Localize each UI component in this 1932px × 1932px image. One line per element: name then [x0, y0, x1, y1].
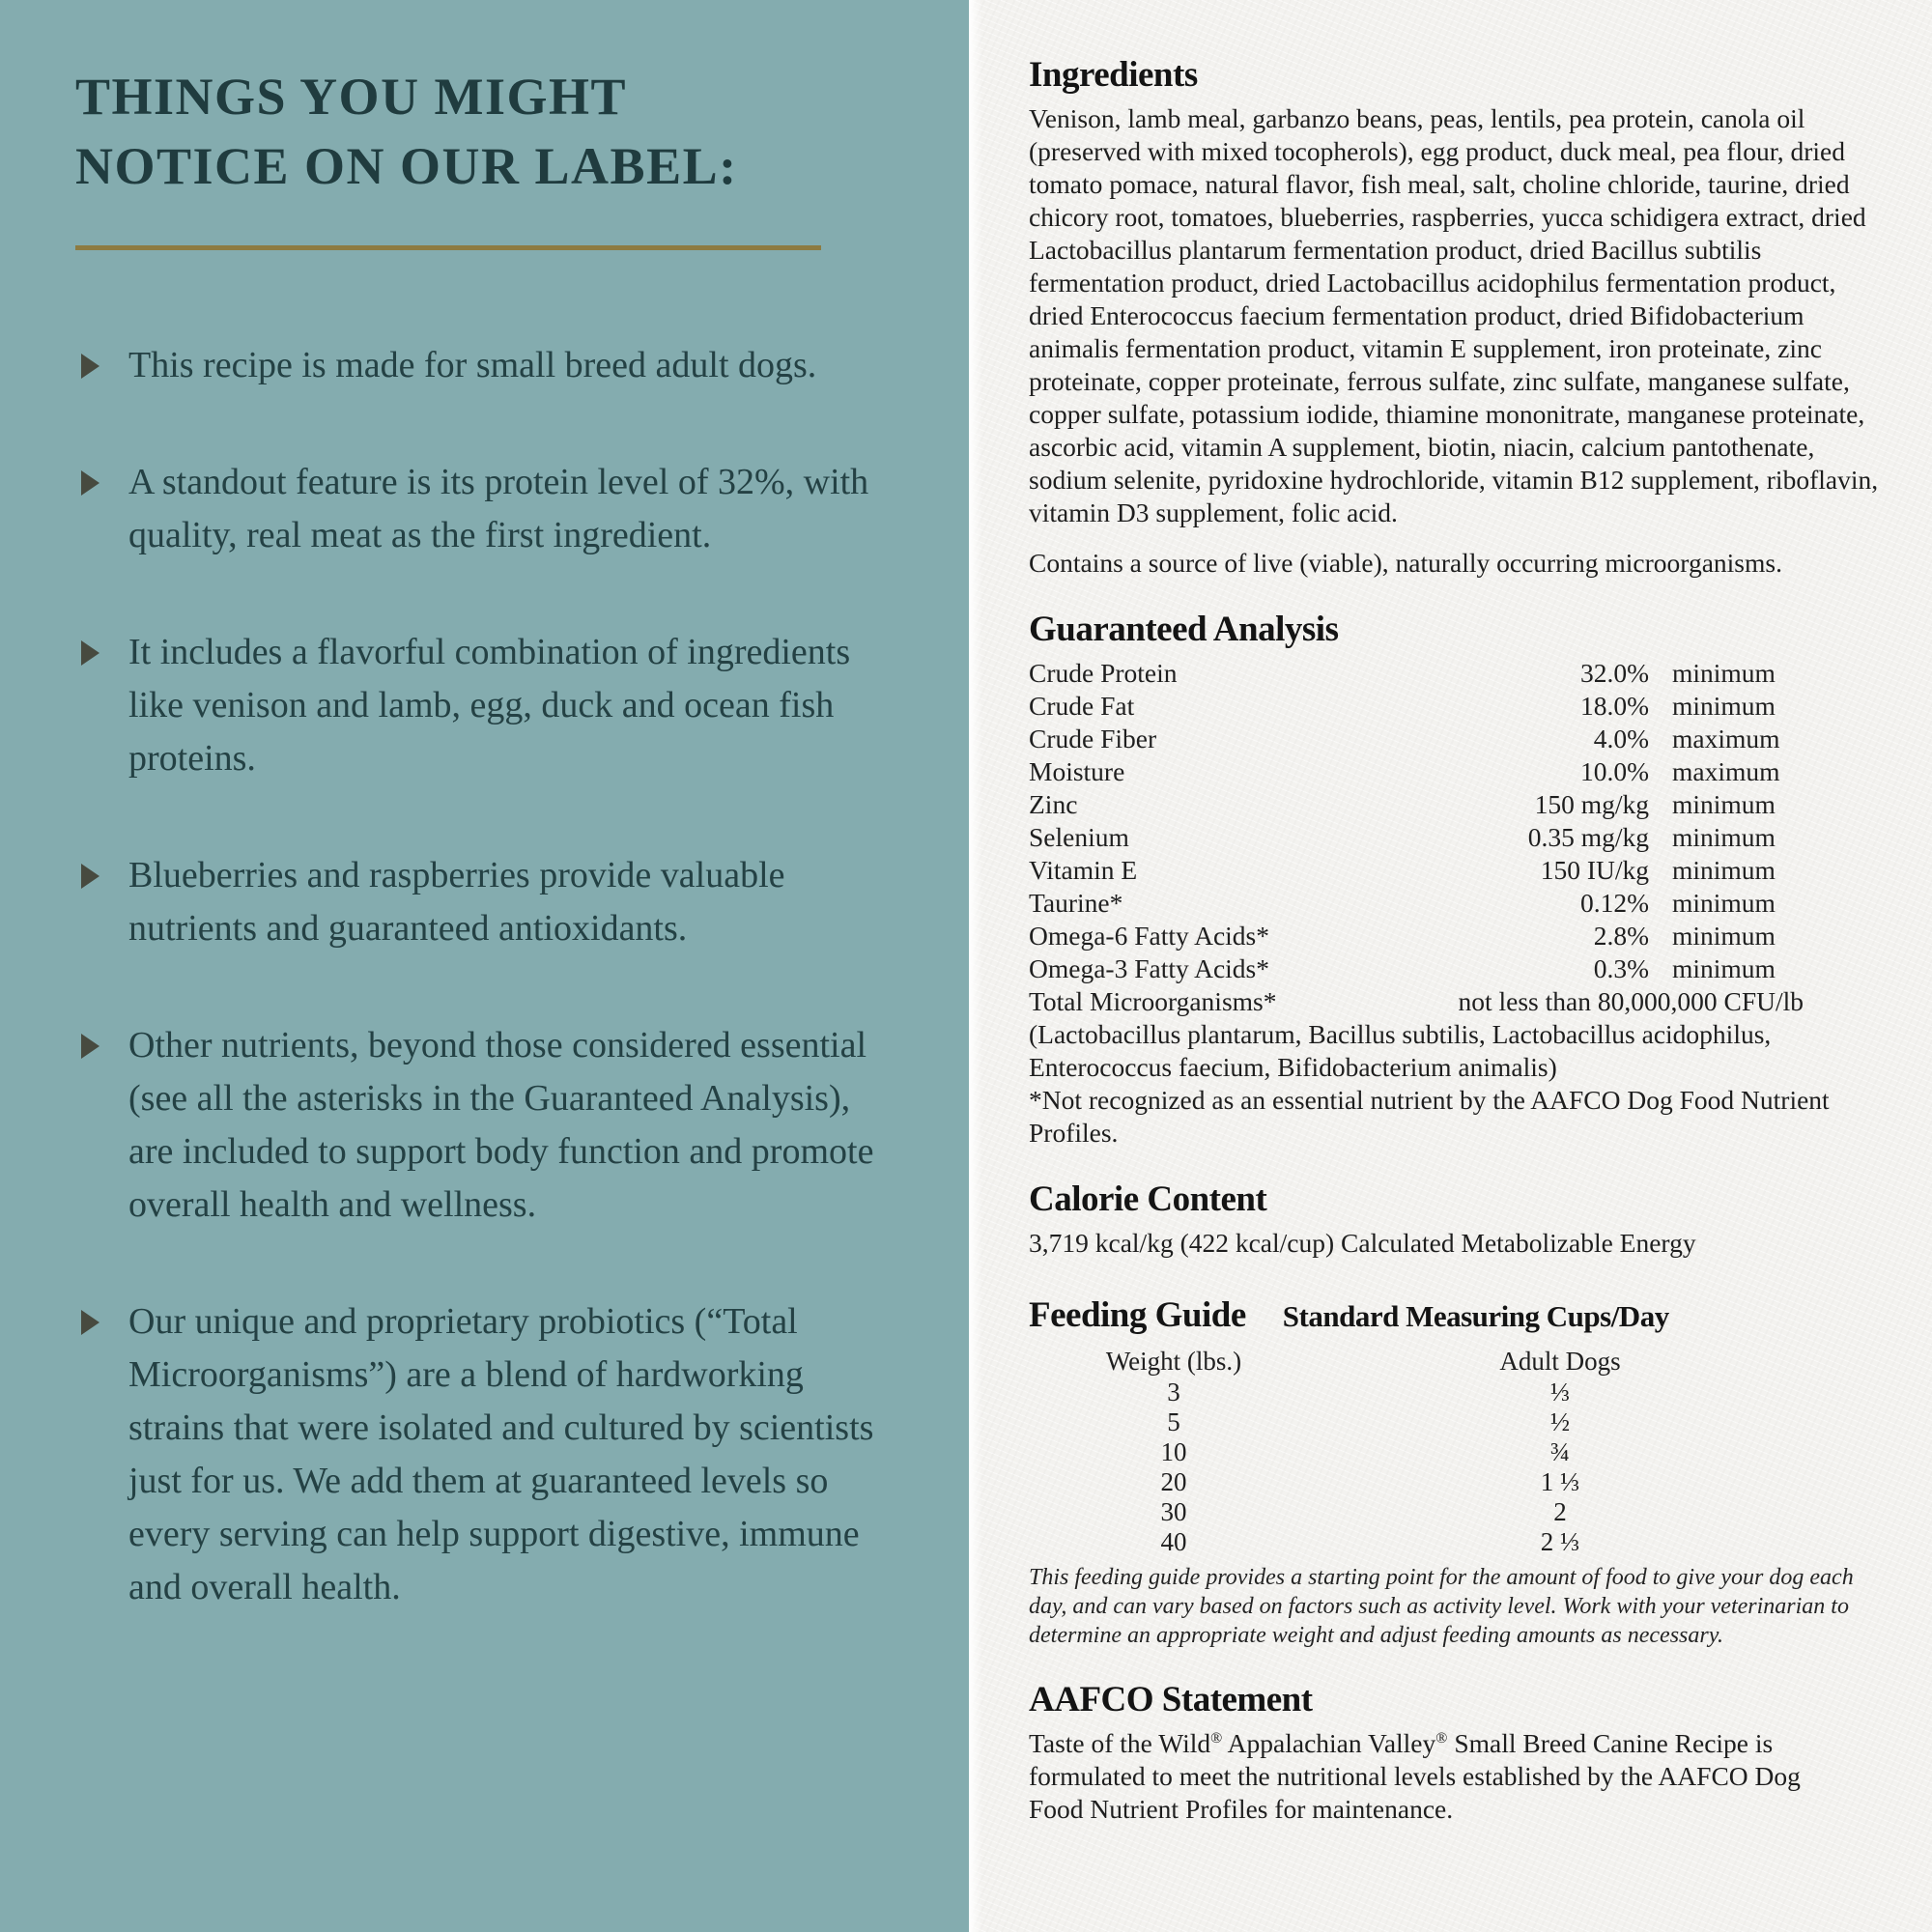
- feeding-weight: 20: [1160, 1467, 1187, 1496]
- feeding-cups: 2 ⅓: [1540, 1527, 1580, 1556]
- bullet-triangle-icon: [81, 864, 99, 889]
- calorie-body: 3,719 kcal/kg (422 kcal/cup) Calculated Metabolizable Energy: [1029, 1228, 1696, 1258]
- ga-name: Moisture: [1029, 756, 1125, 786]
- section-guaranteed-analysis: [1029, 609, 1884, 1150]
- ga-value: 4.0%: [1593, 724, 1649, 753]
- ga-qualifier: minimum: [1672, 855, 1776, 885]
- registered-trademark-symbol: ®: [1210, 1729, 1223, 1747]
- ga-name: Omega-3 Fatty Acids*: [1029, 953, 1269, 983]
- ga-name: Omega-6 Fatty Acids*: [1029, 921, 1269, 951]
- bullet-triangle-icon: [81, 1310, 99, 1335]
- feeding-guide-note: This feeding guide provides a starting point for the amount of food to give your dog each day, and can vary based on factors such as activity level. Work with your veterinarian to determine an appropriate weight and adjust feeding amounts as necessary.: [1029, 1565, 1854, 1648]
- ga-value: 0.3%: [1593, 953, 1649, 983]
- ga-row: [1029, 755, 1804, 788]
- page-title: [75, 62, 928, 201]
- gold-divider: [75, 245, 821, 250]
- bullet-triangle-icon: [81, 354, 99, 379]
- ga-name: Selenium: [1029, 822, 1129, 852]
- section-aafco: [1029, 1679, 1884, 1826]
- ga-row: [1029, 657, 1804, 690]
- section-feeding-guide: [1029, 1294, 1884, 1650]
- bullet-text: A standout feature is its protein level of 32%, with quality, real meat as the first ingredient.: [128, 462, 869, 555]
- ga-row: [1029, 854, 1804, 887]
- ga-name: Taurine*: [1029, 888, 1123, 918]
- feeding-guide-heading: Feeding Guide: [1029, 1295, 1246, 1335]
- ingredients-body: Venison, lamb meal, garbanzo beans, peas, lentils, pea protein, canola oil (preserved with mixed tocopherols), egg product, duck meal, pea flour, dried tomato pomace, natural flavor, fish meal, salt, choline chloride, taurine, dried chicory root, tomatoes, blueberries, raspberries, yucca schidigera extract, dried Lactobacillus plantarum fermentation product, dried Bacillus subtilis fermentation product, dried Lactobacillus acidophilus fermentation product, dried Enterococcus faecium fermentation product, dried Bifidobacterium animalis fermentation product, vitamin E supplement, iron proteinate, zinc proteinate, copper proteinate, ferrous sulfate, zinc sulfate, manganese sulfate, copper sulfate, potassium iodide, thiamine mononitrate, manganese proteinate, ascorbic acid, vitamin A supplement, biotin, niacin, calcium pantothenate, sodium selenite, pyridoxine hydrochloride, vitamin B12 supplement, riboflavin, vitamin D3 supplement, folic acid.: [1029, 103, 1879, 527]
- aafco-heading: AAFCO Statement: [1029, 1680, 1313, 1719]
- ga-strains-note: (Lactobacillus plantarum, Bacillus subtilis, Lactobacillus acidophilus, Enterococcus faecium, Bifidobacterium animalis): [1029, 1019, 1772, 1082]
- ga-row: [1029, 821, 1804, 854]
- feeding-row: [1029, 1437, 1802, 1467]
- aafco-text-segment: Appalachian Valley: [1222, 1728, 1436, 1758]
- feeding-row: [1029, 1497, 1802, 1527]
- ga-qualifier: minimum: [1672, 789, 1776, 819]
- bullet-item: [75, 456, 928, 562]
- feeding-row: [1029, 1378, 1802, 1407]
- bullet-item: [75, 849, 928, 955]
- ga-name: Crude Fiber: [1029, 724, 1157, 753]
- ga-value: 18.0%: [1579, 691, 1649, 721]
- bullet-text: It includes a flavorful combination of ingredients like venison and lamb, egg, duck and ocean fish proteins.: [128, 632, 851, 779]
- ga-value: 10.0%: [1579, 756, 1649, 786]
- ga-value: 150 mg/kg: [1534, 789, 1649, 819]
- ga-row: [1029, 952, 1804, 985]
- ga-value: 32.0%: [1579, 658, 1649, 688]
- feeding-row: [1029, 1467, 1802, 1497]
- bullet-item: [75, 1019, 928, 1232]
- ga-qualifier: maximum: [1672, 724, 1780, 753]
- feeding-guide-table: [1029, 1345, 1802, 1557]
- feeding-cups: 1 ⅓: [1540, 1467, 1580, 1496]
- feeding-guide-header: [1029, 1294, 1884, 1343]
- guaranteed-analysis-heading: Guaranteed Analysis: [1029, 610, 1339, 649]
- feeding-column-headers: [1029, 1345, 1802, 1378]
- ga-total-name: Total Microorganisms*: [1029, 986, 1277, 1016]
- ga-qualifier: minimum: [1672, 822, 1776, 852]
- ingredients-heading: Ingredients: [1029, 55, 1198, 95]
- feeding-weight: 40: [1160, 1527, 1187, 1556]
- ga-qualifier: minimum: [1672, 921, 1776, 951]
- bullet-item: [75, 626, 928, 785]
- bullet-triangle-icon: [81, 1034, 99, 1059]
- ga-total-row: [1029, 985, 1804, 1018]
- ga-qualifier: minimum: [1672, 953, 1776, 983]
- ga-qualifier: minimum: [1672, 691, 1776, 721]
- feeding-col-header-cups: Adult Dogs: [1499, 1347, 1621, 1376]
- ga-row: [1029, 920, 1804, 952]
- bullet-item: [75, 339, 928, 392]
- bullet-text: Blueberries and raspberries provide valuable nutrients and guaranteed antioxidants.: [128, 855, 785, 949]
- ga-qualifier: maximum: [1672, 756, 1780, 786]
- ga-value: 150 IU/kg: [1540, 855, 1649, 885]
- aafco-text-segment: Small Breed Canine Recipe is formulated to meet the nutritional levels established by the AAFCO Dog Food Nutrient Profiles for maintenance.: [1029, 1728, 1801, 1824]
- ga-row: [1029, 690, 1804, 723]
- bullet-item: [75, 1295, 928, 1614]
- calorie-heading: Calorie Content: [1029, 1179, 1267, 1219]
- ga-value: 2.8%: [1593, 921, 1649, 951]
- ga-name: Crude Fat: [1029, 691, 1135, 721]
- microorganisms-note: Contains a source of live (viable), naturally occurring microorganisms.: [1029, 548, 1782, 578]
- ga-name: Zinc: [1029, 789, 1078, 819]
- registered-trademark-symbol: ®: [1435, 1729, 1448, 1747]
- bullet-triangle-icon: [81, 640, 99, 666]
- page-title-line-2: NOTICE ON OUR LABEL:: [75, 137, 738, 195]
- feeding-cups: ⅓: [1549, 1378, 1571, 1406]
- ga-qualifier: minimum: [1672, 658, 1776, 688]
- section-ingredients: [1029, 54, 1884, 580]
- feeding-cups: 2: [1553, 1497, 1567, 1526]
- bullet-text: Our unique and proprietary probiotics (“Total Microorganisms”) are a blend of hardworking strains that were isolated and cultured by scientists just for us. We add them at guaranteed levels so every serving can help support digestive, immune and overall health.: [128, 1301, 874, 1607]
- ga-value: 0.12%: [1579, 888, 1649, 918]
- bullet-text: Other nutrients, beyond those considered essential (see all the asterisks in the Guaranteed Analysis), are included to support body function and promote overall health and wellness.: [128, 1025, 874, 1225]
- bullet-list: [75, 339, 928, 1614]
- ga-qualifier: minimum: [1672, 888, 1776, 918]
- feeding-row: [1029, 1527, 1802, 1557]
- ga-footnote: *Not recognized as an essential nutrient by the AAFCO Dog Food Nutrient Profiles.: [1029, 1085, 1830, 1148]
- aafco-text-segment: Taste of the Wild: [1029, 1728, 1211, 1758]
- ga-total-value: not less than 80,000,000 CFU/lb: [1458, 986, 1804, 1016]
- ga-row: [1029, 788, 1804, 821]
- feeding-weight: 30: [1160, 1497, 1187, 1526]
- feeding-weight: 10: [1160, 1437, 1187, 1466]
- ga-name: Vitamin E: [1029, 855, 1138, 885]
- feeding-guide-subheading: Standard Measuring Cups/Day: [1282, 1299, 1669, 1333]
- ga-value: 0.35 mg/kg: [1527, 822, 1649, 852]
- section-calorie-content: [1029, 1179, 1884, 1260]
- guaranteed-analysis-table: [1029, 657, 1804, 1018]
- feeding-weight: 3: [1167, 1378, 1180, 1406]
- bullet-triangle-icon: [81, 470, 99, 496]
- feeding-cups: ¾: [1549, 1437, 1571, 1466]
- ga-row: [1029, 887, 1804, 920]
- page-title-line-1: THINGS YOU MIGHT: [75, 68, 628, 126]
- aafco-body: [1029, 1727, 1846, 1826]
- feeding-col-header-weight: Weight (lbs.): [1105, 1347, 1242, 1376]
- right-panel: [969, 0, 1932, 1932]
- feeding-weight: 5: [1167, 1407, 1180, 1436]
- ga-row: [1029, 723, 1804, 755]
- feeding-row: [1029, 1407, 1802, 1437]
- feeding-cups: ½: [1549, 1407, 1571, 1436]
- bullet-text: This recipe is made for small breed adult dogs.: [128, 345, 817, 385]
- ga-name: Crude Protein: [1029, 658, 1178, 688]
